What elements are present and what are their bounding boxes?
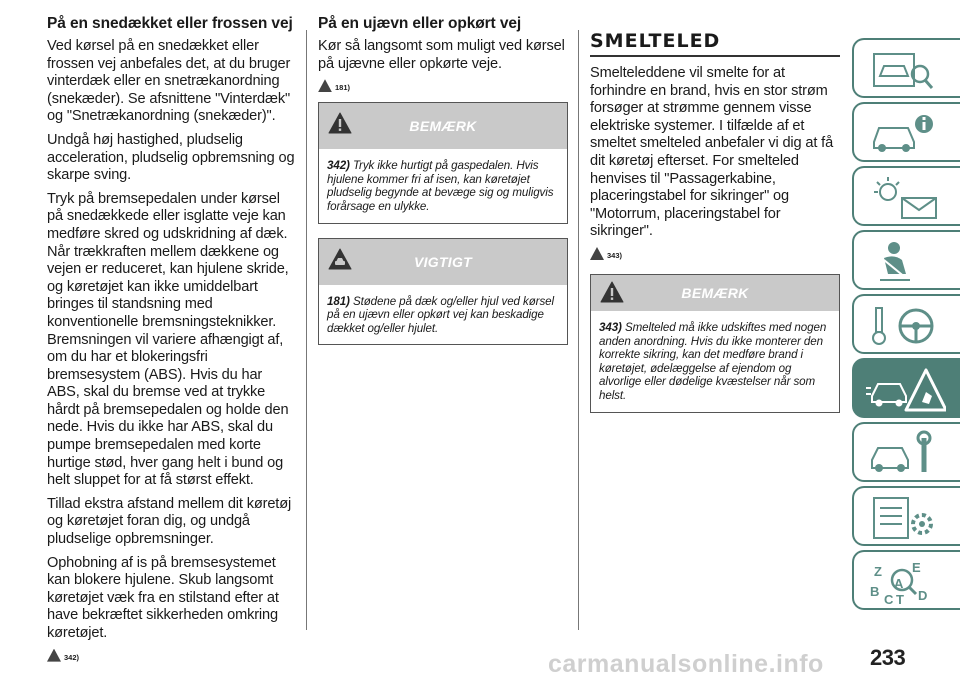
tab-key-steering[interactable] (852, 294, 960, 354)
reference-number: 342) (64, 652, 80, 662)
caution-reference[interactable] (318, 79, 568, 92)
alphabet-index-icon (866, 558, 946, 606)
paragraph: Undgå høj hastighed, pludselig acceleration, pludselig opbremsning og skarpe sving. (47, 131, 295, 184)
paragraph: Tillad ekstra afstand mellem dit køretøj og køretøjet foran dig, og undgå pludselige opbremsninger. (47, 495, 292, 548)
note-label: BEMÆRK (681, 284, 749, 301)
note-header (591, 275, 839, 311)
tab-car-warning[interactable] (852, 358, 960, 418)
caution-note-box (318, 238, 568, 346)
note-text: Stødene på dæk og/eller hjul ved kørsel på en ujævn eller opkørt vej kan beskadige dækket og/eller hjulet. (327, 294, 554, 335)
note-label: VIGTIGT (413, 253, 473, 270)
note-body (591, 311, 839, 412)
note-number: 343) (599, 320, 622, 334)
index-letter: E (912, 560, 921, 575)
reference-number: 181) (335, 83, 351, 93)
tab-lights-mail[interactable] (852, 166, 960, 226)
warning-note-box (318, 102, 568, 223)
seat-airbag-icon (866, 238, 946, 286)
note-header (319, 239, 567, 285)
car-wrench-icon (866, 430, 946, 478)
index-letter: A (894, 576, 904, 591)
index-letter: Z (874, 564, 882, 579)
note-text: Smelteled må ikke udskiftes med nogen anden anordning. Hvis du ikke monterer den korrekte sikring, kan det medføre brand i køretøjet, ødelæggelse af ejendom og alvorlige eller dødelige kvæstelser når som helst. (599, 320, 827, 402)
column-left (47, 14, 297, 672)
reference-number: 343) (607, 250, 623, 260)
column-right (590, 30, 840, 427)
car-search-icon (866, 46, 946, 94)
note-text: Tryk ikke hurtigt på gaspedalen. Hvis hjulene kommer fri af isen, kan køretøjet pludselig begynde at bevæge sig og muligvis forårsage en ulykke. (327, 159, 554, 213)
tab-car-wrench[interactable] (852, 422, 960, 482)
car-info-icon (866, 110, 946, 158)
tab-car-info[interactable] (852, 102, 960, 162)
watermark: carmanualsonline.info (548, 650, 824, 678)
index-letter: T (896, 592, 904, 606)
column-divider (306, 30, 307, 630)
note-body (319, 285, 567, 345)
paragraph: Smelteleddene vil smelte for at forhindre en brand, hvis en stor strøm forsøger at strømme gennem visse elektriske systemer. I tilfælde af et smeltet smelteled anbefaler vi dig at få dit køretøj efterset. For smelteled henvises til "Passagerkabine, placeringstabel for sikringer" og "Motorrum, placeringstabel for sikringer". (590, 65, 834, 240)
tab-alphabet-index[interactable] (852, 550, 960, 610)
index-letter: C (884, 592, 894, 606)
paragraph: Kør så langsomt som muligt ved kørsel på ujævne eller opkørte veje. (318, 38, 565, 72)
warning-triangle-icon (318, 79, 332, 92)
tab-car-search[interactable] (852, 38, 960, 98)
column-divider (578, 30, 579, 630)
section-heading-rough-road: På en ujævn eller opkørt vej (318, 15, 522, 32)
warning-triangle-icon (47, 649, 61, 662)
note-number: 181) (327, 294, 350, 308)
section-heading-snow: På en snedækket eller frossen vej (47, 15, 293, 32)
note-number: 342) (327, 159, 350, 173)
index-letter: D (918, 588, 928, 603)
lights-mail-icon (866, 174, 946, 222)
warning-reference[interactable] (590, 247, 840, 260)
column-middle (318, 14, 568, 359)
note-header (319, 103, 567, 149)
tab-seat-airbag[interactable] (852, 230, 960, 290)
section-title: SMELTELED (590, 30, 840, 57)
paragraph: Ophobning af is på bremsesystemet kan blokere hjulene. Skub langsomt køretøjet væk fra en stilstand efter at have bekræftet sikkerheden omkring køretøjet. (47, 554, 279, 641)
warning-triangle-icon (590, 247, 604, 260)
warning-reference[interactable] (47, 649, 297, 662)
note-body (319, 149, 567, 222)
warning-note-box (590, 274, 840, 413)
paragraph: Ved kørsel på en snedækket eller frossen vej anbefales det, at du bruger vinterdæk eller en snetrækanordning (snekæder). Se afsnittene "Vinterdæk" og "Snetrækanordning (snekæder)". (47, 38, 291, 125)
list-settings-icon (866, 494, 946, 542)
page-number: 233 (870, 645, 906, 670)
paragraph: Tryk på bremsepedalen under kørsel på snedækkede eller isglatte veje kan medføre skred og udskridning af dæk. Når trækkraften mellem dækkene og vejen er reduceret, kan hjulene skride, og køretøjet kan ikke umiddelbart bringes til standsning med konventionelle bremsningsteknikker. Bremsningen vil variere afhængigt af, om du har et blokeringsfri bremsesystem (ABS). Hvis du har ABS, skal du bremse ved at trykke hårdt på bremsepedalen og holde den nede. Hvis du ikke har ABS, skal du pumpe bremsepedalen med korte hurtige stød, hver gang helt i bund og helt sluppet for at få størst effekt. (47, 190, 289, 489)
car-warning-icon (866, 366, 946, 414)
note-label: BEMÆRK (409, 118, 477, 135)
tab-list-settings[interactable] (852, 486, 960, 546)
index-letter: B (870, 584, 880, 599)
key-steering-icon (866, 302, 946, 350)
